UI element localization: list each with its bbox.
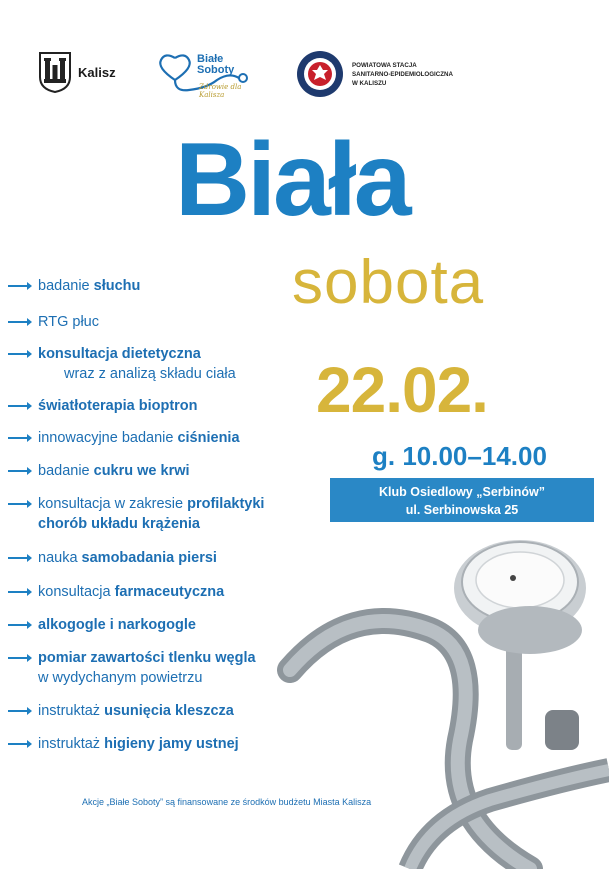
venue-line1: Klub Osiedlowy „Serbinów” <box>379 485 545 499</box>
biale-soboty-tagline: Zdrowie dla Kalisza <box>199 83 242 99</box>
arrow-right-icon <box>8 470 30 472</box>
kalisz-label: Kalisz <box>78 64 116 80</box>
arrow-right-icon <box>8 710 30 712</box>
arrow-right-icon <box>8 437 30 439</box>
pss-line1: POWIATOWA STACJA <box>352 61 417 69</box>
pss-text <box>352 61 482 88</box>
funding-note: Akcje „Białe Soboty” są finansowane ze środków budżetu Miasta Kalisza <box>82 797 372 807</box>
event-date: 22.02. <box>316 354 488 426</box>
biale-soboty-line1: Białe <box>197 53 224 65</box>
poster: Kalisz Białe Soboty Zdrowie dla Kalisza POWIATOWA STACJA SANITARNO-EPIDEMIOLOGICZNA W KALISZU Biała sobota 22.02. g. 10.00–14.00 Klub Osiedlowy „Serbinów” ul. Serbinowska 25 badanie słuchu RTG płuc konsultacja dietetyczna wraz z analizą składu ciała światłoterapia bioptron innowacyjne badanie ciśnienia badanie cukru we krwi konsultacja w zakresie profilaktyki chorób układu krążenia nauka samobadania piersi konsultacja farmaceutyczna alkogogle i narkogogle pomiar zawartości tlenku węgla w wydychanym powietrzu instruktaż usunięcia kleszcza instruktaż higieny jamy ustnej Akcje „Białe Soboty” są finansowane ze środków budżetu Miasta Kalisza <box>0 0 609 869</box>
arrow-right-icon <box>8 657 30 659</box>
city-crest-icon <box>38 51 72 93</box>
kalisz-logo <box>38 51 116 93</box>
arrow-right-icon <box>8 591 30 593</box>
arrow-right-icon <box>8 624 30 626</box>
pss-logo <box>296 50 482 98</box>
arrow-right-icon <box>8 285 30 287</box>
state-sanitary-seal-icon <box>296 50 344 98</box>
title-main: Biała <box>175 122 409 238</box>
event-hours: g. 10.00–14.00 <box>372 441 547 471</box>
arrow-right-icon <box>8 353 30 355</box>
arrow-right-icon <box>8 743 30 745</box>
biale-soboty-line2: Soboty <box>197 64 235 76</box>
arrow-right-icon <box>8 321 30 323</box>
title-sub: sobota <box>292 248 485 317</box>
arrow-right-icon <box>8 557 30 559</box>
venue-line2: ul. Serbinowska 25 <box>405 503 519 517</box>
stethoscope-icon <box>230 520 609 869</box>
biale-soboty-logo <box>155 50 265 98</box>
pss-line3: W KALISZU <box>352 79 387 87</box>
pss-line2: SANITARNO-EPIDEMIOLOGICZNA <box>352 70 453 78</box>
arrow-right-icon <box>8 405 30 407</box>
event-venue <box>330 478 594 522</box>
arrow-right-icon <box>8 503 30 505</box>
